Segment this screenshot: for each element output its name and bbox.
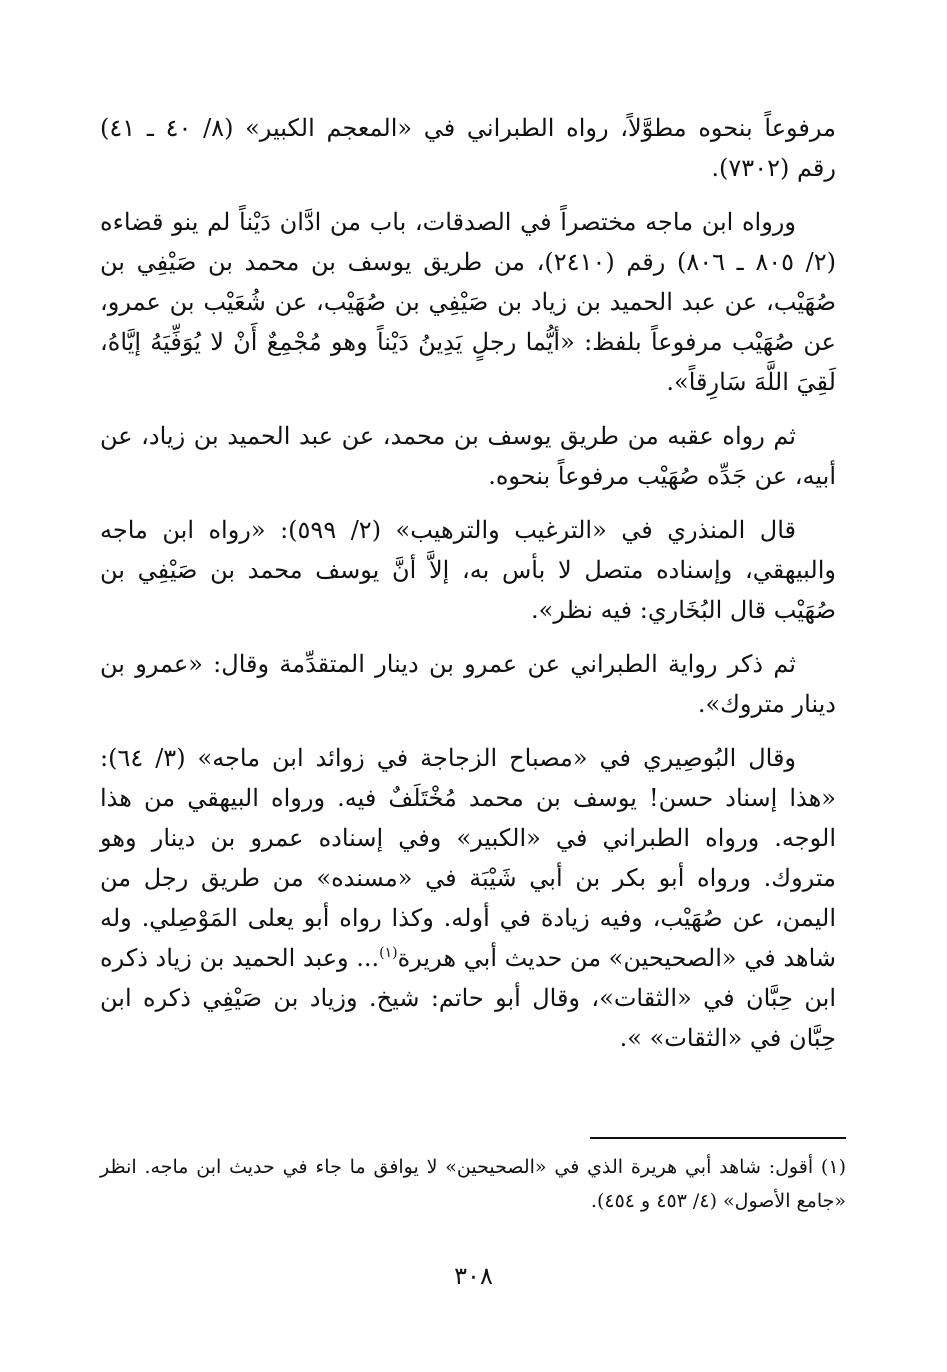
paragraph: ثم رواه عقبه من طريق يوسف بن محمد، عن عبد الحميد بن زياد، عن أبيه، عن جَدِّه صُهَيْب مرفوعاً بنحوه.: [100, 422, 836, 490]
footnote-divider: [590, 1137, 846, 1139]
page-number: ٣٠٨: [454, 1262, 493, 1290]
paragraph: قال المنذري في «الترغيب والترهيب» (٢/ ٥٩٩): «رواه ابن ماجه والبيهقي، وإسناده متصل لا بأس به، إلاَّ أنَّ يوسف محمد بن صَيْفِي بن صُهَيْب قال البُخَاري: فيه نظر».: [100, 516, 836, 624]
paragraph: [100, 738, 836, 1058]
paragraph-text: وقال البُوصِيري في «مصباح الزجاجة في زوائد ابن ماجه» (٣/ ٦٤): «هذا إسناد حسن! يوسف بن محمد مُخْتَلَفٌ فيه. ورواه البيهقي من هذا الوجه. ورواه الطبراني في «الكبير» وفي إسناده عمرو بن دينار وهو متروك. ورواه أبو بكر بن أبي شَيْبَة في «مسنده» من طريق رجل من اليمن، عن صُهَيْب، وفيه زيادة في أوله. وكذا رواه أبو يعلى المَوْصِلي. وله شاهد في «الصحيحين» من حديث أبي هريرة: [100, 744, 837, 972]
footnote-reference[interactable]: (١): [379, 945, 398, 961]
body-text: [100, 108, 836, 1058]
paragraph: ورواه ابن ماجه مختصراً في الصدقات، باب من ادَّان دَيْناً لم ينو قضاءه (٢/ ٨٠٥ ـ ٨٠٦) رقم (٢٤١٠)، من طريق يوسف بن محمد بن صَيْفِي بن صُهَيْب، عن عبد الحميد بن زياد بن صَيْفِي بن صُهَيْب، عن شُعَيْب بن عمرو، عن صُهَيْب مرفوعاً بلفظ: «أيُّما رجلٍ يَدِينُ دَيْناً وهو مُجْمِعٌ أَنْ لا يُوَفِّيَهُ إيَّاهُ، لَقِيَ اللَّهَ سَارِقاً».: [100, 208, 836, 396]
paragraph: مرفوعاً بنحوه مطوَّلاً، رواه الطبراني في «المعجم الكبير» (٨/ ٤٠ ـ ٤١) رقم (٧٣٠٢).: [100, 114, 837, 182]
paragraph: ثم ذكر رواية الطبراني عن عمرو بن دينار المتقدِّمة وقال: «عمرو بن دينار متروك».: [100, 650, 836, 718]
paragraph-text-tail: ... وعبد الحميد بن زياد ذكره ابن حِبَّان في «الثقات»، وقال أبو حاتم: شيخ. وزياد بن صَيْفِي ذكره ابن حِبَّان في «الثقات» ».: [100, 944, 836, 1052]
footnote: (١) أقول: شاهد أبي هريرة الذي في «الصحيحين» لا يوافق ما جاء في حديث ابن ماجه. انظر «جامع الأصول» (٤/ ٤٥٣ و ٤٥٤).: [100, 1156, 846, 1212]
